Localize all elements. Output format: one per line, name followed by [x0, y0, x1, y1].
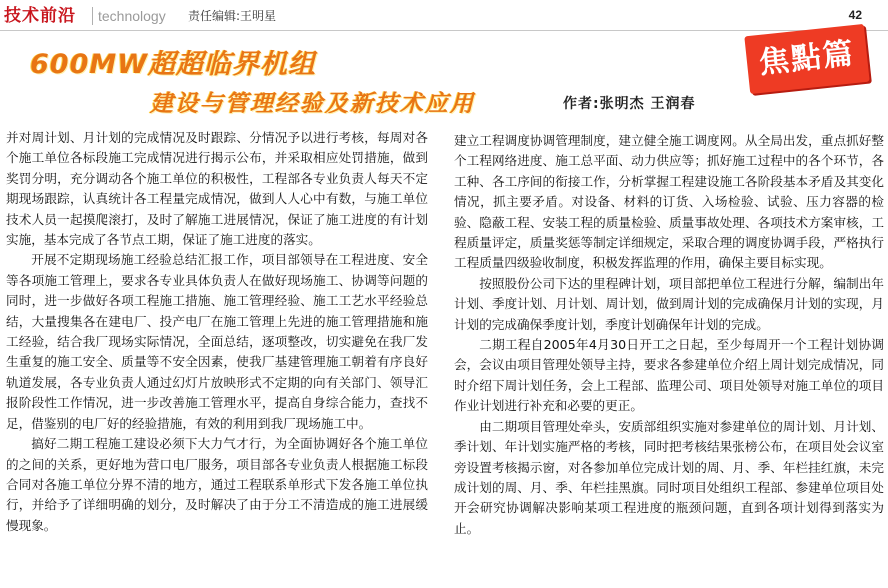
- body-paragraph: 由二期项目管理处牵头，安质部组织实施对参建单位的周计划、月计划、季计划、年计划实施严格的考核，同时把考核结果张榜公布，在项目处会议室旁设置考核揭示窗，对各参加单位完成计划的周、月、季、年栏挂红旗，未完成计划的周、月、季、年栏挂黑旗。同时项目处组织工程部、参建单位项目处开会研究协调解决影响某项工程进度的瓶颈问题，直到各项计划得到落实为止。: [454, 418, 884, 536]
- body-paragraph: 开展不定期现场施工经验总结汇报工作，项目部领导在工程进度、安全等各项施工管理上，要求各专业具体负责人在做好现场施工、协调等问题的同时，进一步做好各项工程施工措施、施工管理经验、施工工艺水平经验总结，大量搜集各在建电厂、投产电厂在施工管理上先进的施工管理措施和施工经验，结合我厂现场实际情况，全面总结，逐项整改，切实避免在我厂发生重复的施工安全、质量等不安全因素，使我厂基建管理施工朝着有序良好轨道发展，各专业负责人通过幻灯片放映形式不定期的向有关部门、领导汇报阶段性工作情况，进一步改善施工管理水平，提高自身综合能力，查找不足，借鉴别的电厂好的经验措施，有效的利用到我厂现场施工中。: [6, 252, 428, 431]
- body-paragraph: 搞好二期工程施工建设必须下大力气才行，为全面协调好各个施工单位的之间的关系，更好地为营口电厂服务，项目部各专业负责人根据施工标段合同对各施工单位分界不清的地方，通过工程联系单形式下发各施工单位执行，并给予了详细明确的划分，及时解决了由于分工不清造成的施工进展缓慢现象。: [6, 436, 428, 533]
- focus-badge: [744, 24, 869, 94]
- left-column: [6, 128, 428, 536]
- body-paragraph: 并对周计划、月计划的完成情况及时跟踪、分情况予以进行考核，每周对各个施工单位各标段施工完成情况进行揭示公布，并采取相应处罚措施，做到奖罚分明，充分调动各个施工单位的积极性，工程部各专业负责人每天不定期现场跟踪，认真统计各工程量完成情况，做到人人心中有数，与施工单位技术人员一起摸爬滚打，及时了解施工进展情况，保证了施工进度的有计划实施，基本完成了各节点工期，保证了施工进度的落实。: [6, 130, 428, 248]
- body-paragraph: 建立工程调度协调管理制度，建立健全施工调度网。从全局出发，重点抓好整个工程网络进度、施工总平面、动力供应等；抓好施工过程中的各个环节，各工种、各工序间的衔接工作，分析掌握工程建设施工各阶段基本矛盾及其变化情况，抓主要矛盾。对设备、材料的订货、入场检验、试验、压力容器的检验、隐蔽工程、安装工程的质量检验、质量事故处理、各项技术方案审核，工程质量评定，质量奖惩等制定详细规定，采取合理的调度协调手段，严格执行工程质量四级验收制度，积极发挥监理的作用，确保主要目标实现。: [454, 133, 884, 271]
- header-rule: [0, 30, 888, 31]
- section-title: 技术前沿: [4, 6, 76, 26]
- body-paragraph: 按照股份公司下达的里程碑计划，项目部把单位工程进行分解，编制出年计划、季度计划、月计划、周计划，做到周计划的完成确保月计划的实现，月计划的完成确保季度计划，季度计划确保年计划的完成。: [454, 275, 884, 332]
- article-title-line1: 600MW超超临界机组: [30, 49, 317, 80]
- header-divider: [92, 7, 93, 25]
- right-column: [454, 131, 884, 539]
- editor-credit: 责任编辑:王明星: [188, 9, 277, 23]
- page-number: 42: [848, 8, 862, 22]
- section-english-label: technology: [98, 8, 166, 24]
- article-byline: 作者:张明杰 王润春: [563, 96, 696, 112]
- page-header: [0, 0, 888, 34]
- focus-badge-label: 焦點篇: [757, 36, 857, 81]
- article-title-line2: 建设与管理经验及新技术应用: [150, 91, 475, 117]
- body-paragraph: 二期工程自2005年4月30日开工之日起，至少每周开一个工程计划协调会，会议由项目管理处领导主持，要求各参建单位介绍上周计划完成情况，同时介绍下周计划任务，会上工程部、监理公司、项目处领导对施工单位的项目作业计划进行补充和必要的更正。: [454, 337, 884, 414]
